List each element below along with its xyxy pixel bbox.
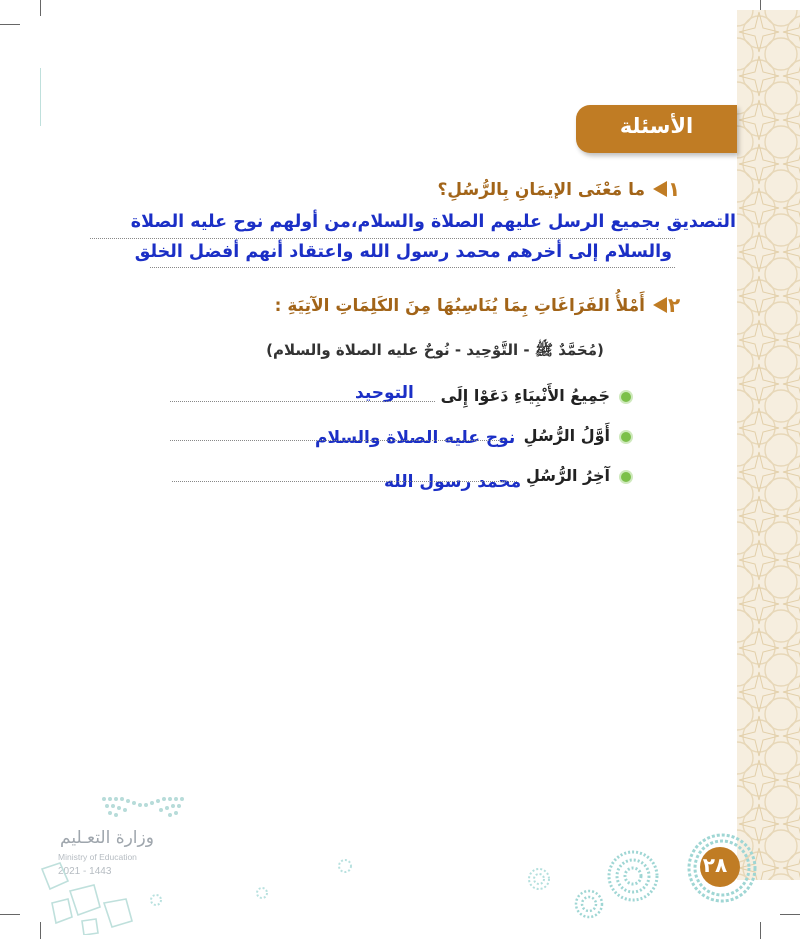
ministry-name-arabic: وزارة التعـليم — [60, 828, 154, 848]
ministry-year: 2021 - 1443 — [58, 866, 112, 877]
fill-in-dotted-line — [170, 440, 505, 441]
rosette-icon — [337, 858, 353, 874]
crop-mark — [40, 0, 41, 16]
section-title: الأسئلة — [619, 114, 694, 138]
crop-mark — [780, 914, 800, 915]
fill-in-prompt: آخِرُ الرُّسُلِ — [526, 466, 610, 485]
rosette-icon — [605, 848, 661, 904]
rosette-icon — [573, 888, 605, 920]
answer-line: التصديق بجميع الرسل عليهم الصلاة والسلام،من أولهم نوح عليه الصلاة — [130, 212, 736, 232]
answer-line: والسلام إلى أخرهم محمد رسول الله واعتقاد أنهم أفضل الخلق — [134, 242, 672, 262]
bullet-icon — [621, 392, 631, 402]
rosette-icon — [149, 893, 163, 907]
fill-in-prompt: أَوَّلُ الرُّسُلِ — [523, 426, 610, 445]
ministry-logo-icon — [98, 793, 190, 823]
margin-rule — [40, 68, 41, 126]
fill-in-dotted-line — [172, 481, 517, 482]
answer-dotted-line — [90, 238, 675, 239]
question-number: ٢ — [668, 293, 681, 317]
decorative-pattern-strip — [737, 10, 800, 880]
fill-in-prompt: جَمِيعُ الأَنْبِيَاءِ دَعَوْا إِلَى — [440, 386, 610, 405]
bullet-icon — [621, 472, 631, 482]
rosette-icon — [526, 866, 552, 892]
crop-mark — [760, 922, 761, 939]
question-arrow-icon — [653, 181, 667, 197]
fill-in-answer: نوح عليه الصلاة والسلام — [315, 428, 516, 448]
fill-in-dotted-line — [170, 401, 435, 402]
page-number: ٢٨ — [702, 853, 728, 877]
crop-mark — [0, 24, 20, 25]
bullet-icon — [621, 432, 631, 442]
question-text: أَمْلأُ الفَرَاغَاتِ بِمَا يُنَاسِبُهَا مِنَ الكَلِمَاتِ الآتِيَةِ : — [274, 296, 645, 316]
section-banner — [576, 105, 737, 153]
rosette-icon — [255, 886, 269, 900]
word-bank: (مُحَمَّدٌ ﷺ - التَّوْحِيد - نُوحٌ عليه الصلاة والسلام) — [266, 341, 604, 359]
geometric-outline-decoration — [38, 855, 148, 935]
question-text: ما مَعْنَى الإيمَانِ بِالرُّسُلِ؟ — [437, 180, 645, 200]
ministry-name-english: Ministry of Education — [58, 852, 137, 862]
fill-in-answer: محمد رسول الله — [384, 472, 522, 492]
answer-dotted-line — [150, 267, 675, 268]
crop-mark — [0, 914, 20, 915]
question-arrow-icon — [653, 297, 667, 313]
fill-in-answer: التوحيد — [355, 383, 414, 403]
question-number: ١ — [668, 177, 681, 201]
